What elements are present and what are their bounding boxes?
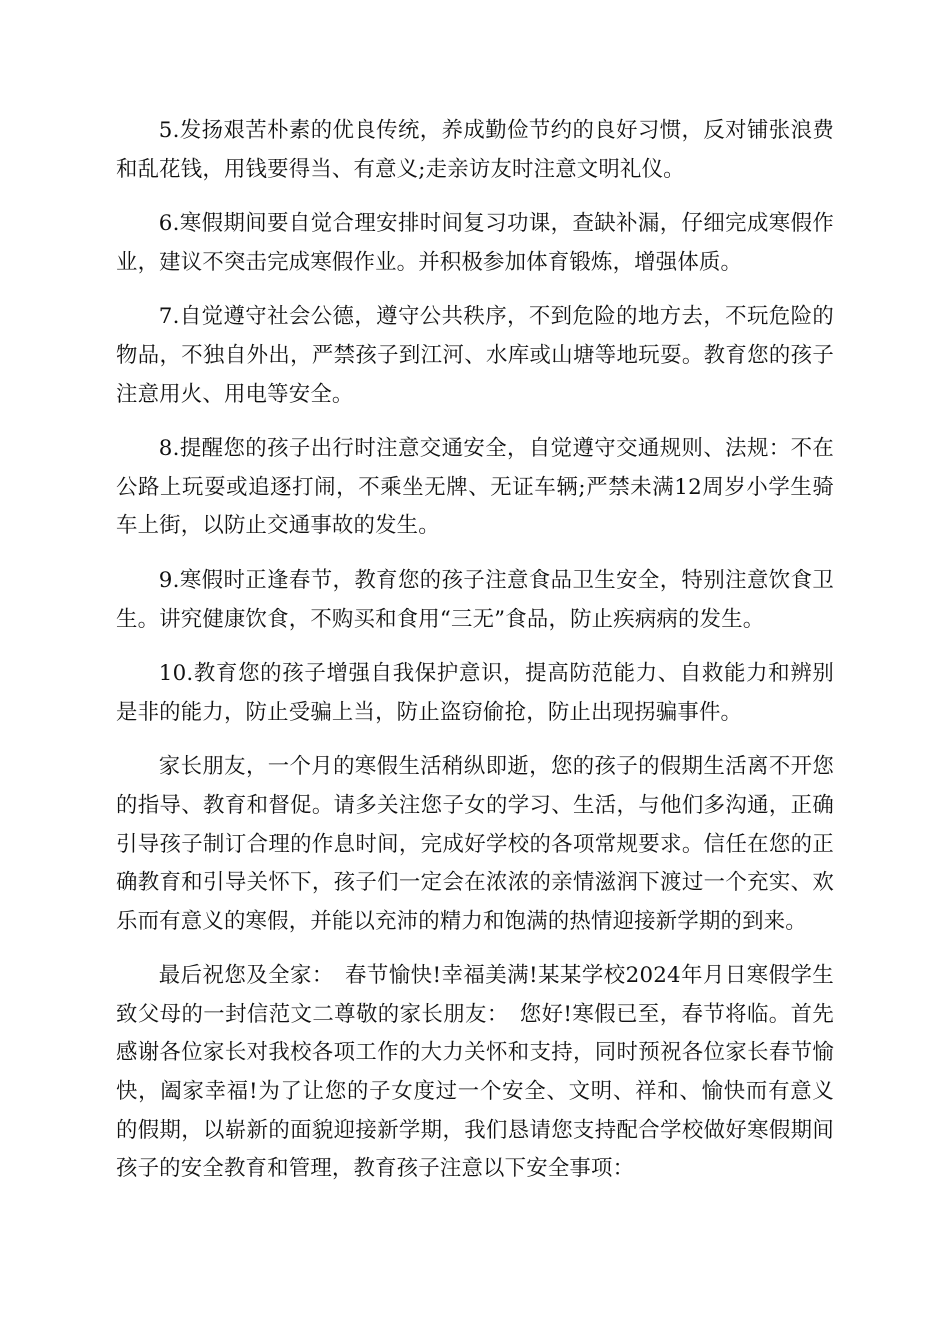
paragraph-parents-closing: 家长朋友，一个月的寒假生活稍纵即逝，您的孩子的假期生活离不开您的指导、教育和督促。请多关注您子女的学习、生活，与他们多沟通，正确引导孩子制订合理的作息时间，完成好学校的各项常规要求。信任在您的正确教育和引导关怀下，孩子们一定会在浓浓的亲情滋润下渡过一个充实、欢乐而有意义的寒假，并能以充沛的精力和饱满的热情迎接新学期的到来。 — [116, 754, 834, 934]
document-body — [116, 112, 834, 1205]
paragraph-item-8: 8.提醒您的孩子出行时注意交通安全，自觉遵守交通规则、法规：不在公路上玩耍或追逐打闹，不乘坐无牌、无证车辆;严禁未满12周岁小学生骑车上街，以防止交通事故的发生。 — [116, 436, 834, 539]
paragraph-item-9: 9.寒假时正逢春节，教育您的孩子注意食品卫生安全，特别注意饮食卫生。讲究健康饮食，不购买和食用“三无”食品，防止疾病病的发生。 — [116, 567, 834, 632]
paragraph-item-7: 7.自觉遵守社会公德，遵守公共秩序，不到危险的地方去，不玩危险的物品，不独自外出，严禁孩子到江河、水库或山塘等地玩耍。教育您的孩子注意用火、用电等安全。 — [116, 304, 834, 407]
paragraph-item-5: 5.发扬艰苦朴素的优良传统，养成勤俭节约的良好习惯，反对铺张浪费和乱花钱，用钱要得当、有意义;走亲访友时注意文明礼仪。 — [116, 118, 834, 182]
paragraph-item-6: 6.寒假期间要自觉合理安排时间复习功课，查缺补漏，仔细完成寒假作业，建议不突击完成寒假作业。并积极参加体育锻炼，增强体质。 — [116, 211, 834, 275]
paragraph-item-10: 10.教育您的孩子增强自我保护意识，提高防范能力、自救能力和辨别是非的能力，防止受骗上当，防止盗窃偷抢，防止出现拐骗事件。 — [116, 661, 834, 725]
paragraph-final-wishes-letter-two: 最后祝您及全家： 春节愉快!幸福美满!某某学校2024年月日寒假学生致父母的一封信范文二尊敬的家长朋友： 您好!寒假已至，春节将临。首先感谢各位家长对我校各项工作的大力关怀和支持，同时预祝各位家长春节愉快，阖家幸福!为了让您的子女度过一个安全、文明、祥和、愉快而有意义的假期，以崭新的面貌迎接新学期，我们恳请您支持配合学校做好寒假期间孩子的安全教育和管理，教育孩子注意以下安全事项： — [116, 963, 834, 1182]
